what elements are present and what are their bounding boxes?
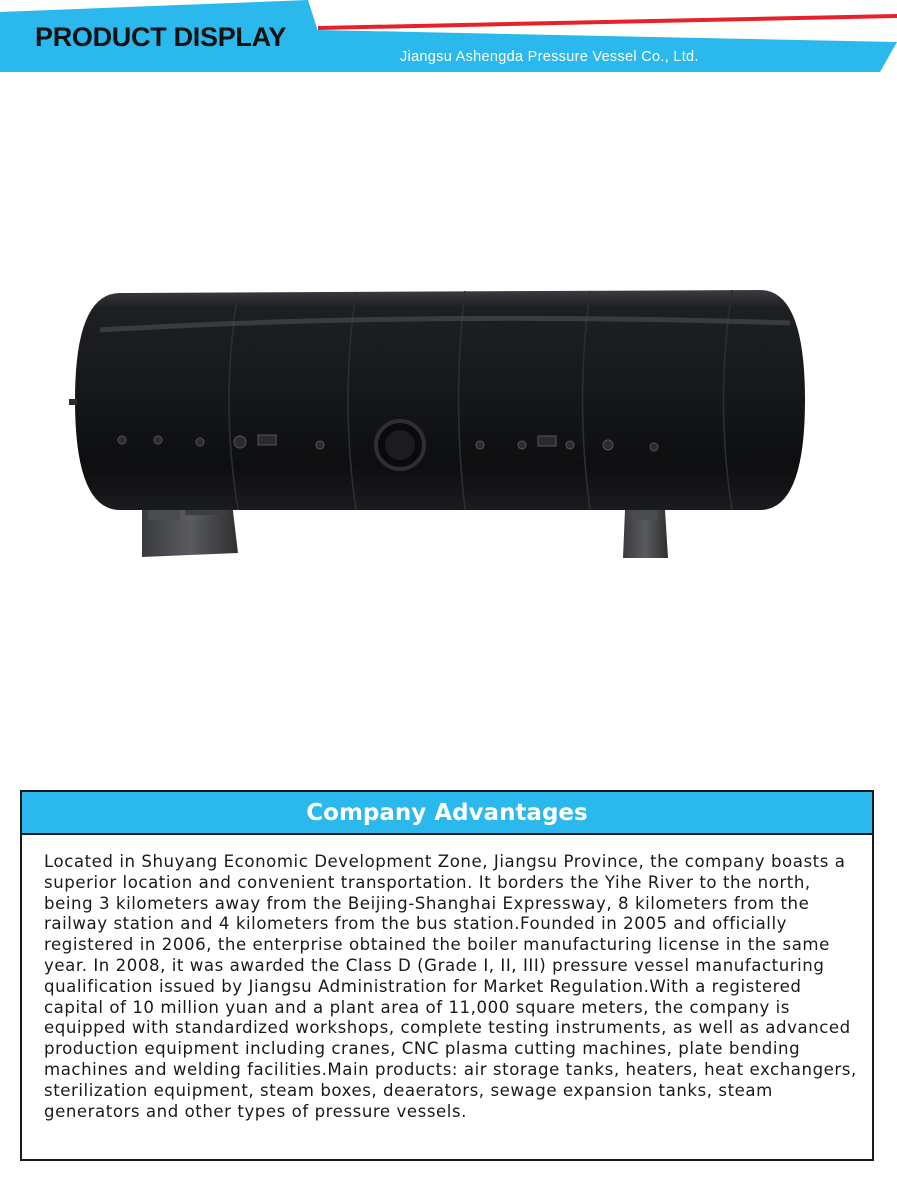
company-name: Jiangsu Ashengda Pressure Vessel Co., Ltd. [400, 49, 699, 65]
header-banner [0, 0, 897, 74]
advantages-title: Company Advantages [306, 799, 588, 826]
page-title: PRODUCT DISPLAY [35, 22, 287, 52]
company-advantages-panel [20, 790, 874, 1161]
pressure-vessel-illustration [60, 275, 820, 570]
advantages-text: Located in Shuyang Economic Development Zone, Jiangsu Province, the company boasts a superior location and convenient transportation. It borders the Yihe River to the north, being 3 kilometers away from the Beijing-Shanghai Expressway, 8 kilometers from the railway station and 4 kilometers from the bus station.Founded in 2005 and officially registered in 2006, the enterprise obtained the boiler manufacturing license in the same year. In 2008, it was awarded the Class D (Grade I, II, III) pressure vessel manufacturing qualification issued by Jiangsu Administration for Market Regulation.With a registered capital of 10 million yuan and a plant area of 11,000 square meters, the company is equipped with standardized workshops, complete testing instruments, as well as advanced production equipment including cranes, CNC plasma cutting machines, plate bending machines and welding facilities.Main products: air storage tanks, heaters, heat exchangers, sterilization equipment, steam boxes, deaerators, sewage expansion tanks, steam generators and other types of pressure vessels. [44, 852, 857, 1121]
advantages-header [22, 792, 872, 835]
product-image [60, 275, 820, 570]
